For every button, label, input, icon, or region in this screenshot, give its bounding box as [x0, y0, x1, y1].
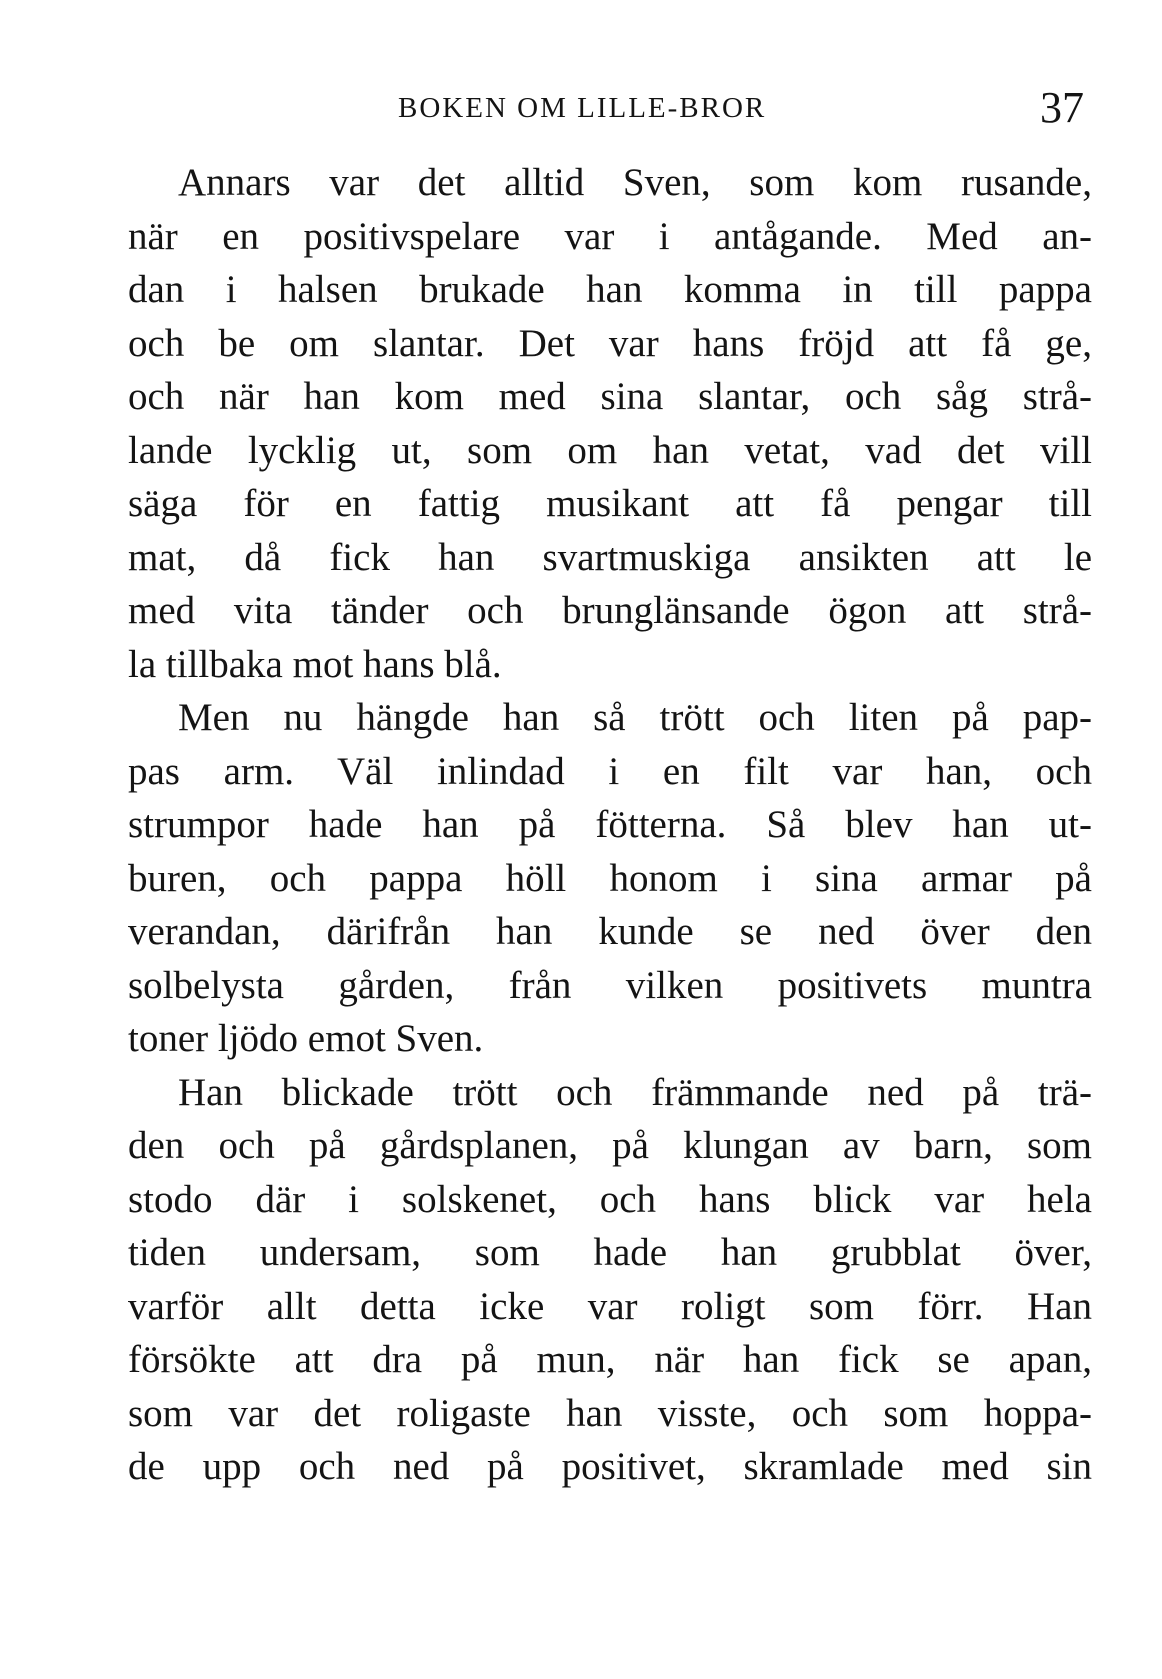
- text-line: den och på gårdsplanen, på klungan av barn, som: [128, 1124, 1092, 1167]
- text-line: solbelysta gården, från vilken positivets muntra: [128, 963, 1092, 1007]
- text-line: Men nu hängde han så trött och liten på pap-: [178, 696, 1092, 739]
- text-line: verandan, därifrån han kunde se ned över den: [128, 910, 1092, 953]
- text-line: Han blickade trött och främmande ned på trä-: [178, 1070, 1092, 1114]
- running-header: [0, 82, 1162, 142]
- text-line: la tillbaka mot hans blå.: [128, 642, 502, 686]
- text-line: tiden undersam, som hade han grubblat över,: [128, 1231, 1092, 1274]
- text-line: och be om slantar. Det var hans fröjd att få ge,: [128, 321, 1092, 365]
- paragraph-1: [128, 156, 1092, 691]
- text-line: stodo där i solskenet, och hans blick var hela: [128, 1177, 1092, 1221]
- text-line: när en positivspelare var i antågande. Med an-: [128, 214, 1092, 258]
- text-line: med vita tänder och brunglänsande ögon att strå-: [128, 589, 1092, 632]
- text-line: varför allt detta icke var roligt som förr. Han: [128, 1284, 1092, 1328]
- text-line: som var det roligaste han visste, och som hoppa-: [128, 1391, 1092, 1435]
- page-number: 37: [1040, 83, 1084, 132]
- text-line: buren, och pappa höll honom i sina armar på: [128, 856, 1092, 900]
- text-line: Annars var det alltid Sven, som kom rusande,: [178, 161, 1092, 204]
- text-line: strumpor hade han på fötterna. Så blev han ut-: [128, 803, 1092, 846]
- text-line: dan i halsen brukade han komma in till pappa: [128, 268, 1092, 311]
- text-line: och när han kom med sina slantar, och såg strå-: [128, 375, 1092, 418]
- text-line: försökte att dra på mun, när han fick se apan,: [128, 1338, 1092, 1381]
- text-line: de upp och ned på positivet, skramlade med sin: [128, 1445, 1092, 1488]
- paragraph-2: [128, 691, 1092, 1066]
- body-text: [128, 156, 1092, 1494]
- text-line: lande lycklig ut, som om han vetat, vad det vill: [128, 428, 1092, 472]
- text-line: pas arm. Väl inlindad i en filt var han, och: [128, 749, 1092, 793]
- running-head-title: BOKEN OM LILLE-BROR: [398, 92, 767, 124]
- text-line: mat, då fick han svartmuskiga ansikten att le: [128, 535, 1092, 579]
- text-line: säga för en fattig musikant att få pengar till: [128, 482, 1092, 525]
- text-line: toner ljödo emot Sven.: [128, 1017, 484, 1060]
- paragraph-3: [128, 1066, 1092, 1494]
